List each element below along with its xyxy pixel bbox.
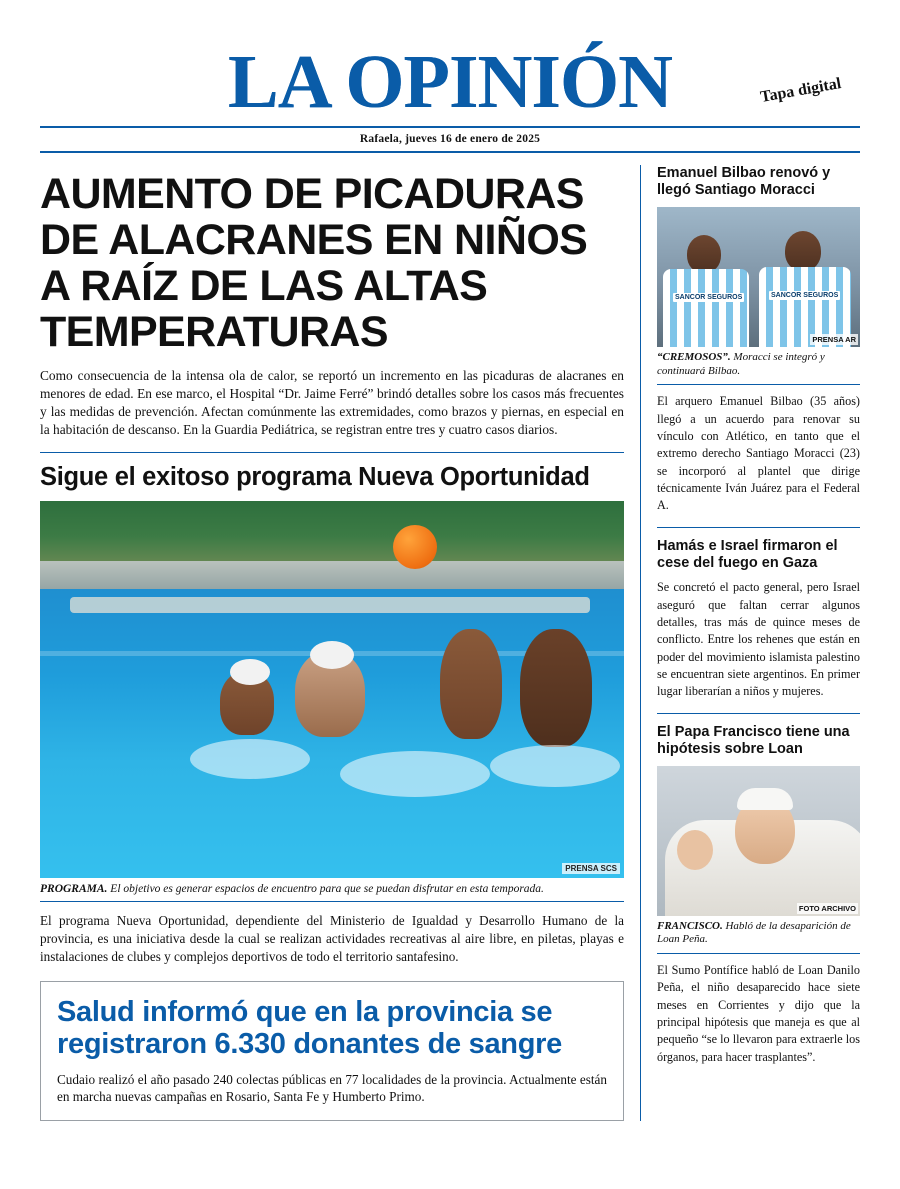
publication-date: Rafaela, jueves 16 de enero de 2025 xyxy=(359,133,541,146)
sidebar-caption-lead: “CREMOSOS”. xyxy=(657,350,731,363)
second-story-paragraph: El programa Nueva Oportunidad, dependiente del Ministerio de Igualdad y Desarrollo Humano de la provincia, es una iniciativa desde la cual se realizan actividades recreativas al aire libre, en piletas, playas e instalaciones de clubes y complejos deportivos de todo el territorio santafesino. xyxy=(40,912,624,965)
sidebar-divider xyxy=(657,713,860,714)
swim-cap-icon xyxy=(230,659,270,685)
sidebar-paragraph: El arquero Emanuel Bilbao (35 años) llegó a un acuerdo para renovar su vínculo con Atlético, en tanto que el extremo derecho Santiago Moracci (23) se incorporó al plantel que dirige técnicamente Iván Juárez para el Federal A. xyxy=(657,394,860,513)
sidebar-headline: El Papa Francisco tiene una hipótesis sobre Loan xyxy=(657,723,850,757)
player-jersey xyxy=(663,269,749,347)
digital-cover-badge: Tapa digital xyxy=(759,75,843,106)
sidebar-caption-text: Moracci se integró y continuará Bilbao. xyxy=(657,350,825,377)
swimmer-figure xyxy=(440,629,502,739)
photo-caption-text: El objetivo es generar espacios de encuentro para que se puedan disfrutar en esta temporada. xyxy=(107,882,544,895)
sidebar-item-pope xyxy=(657,724,860,1066)
sidebar-divider xyxy=(657,527,860,528)
sidebar-headline: Emanuel Bilbao renovó y llegó Santiago Moracci xyxy=(657,165,831,198)
sidebar-photo-caption xyxy=(657,916,860,955)
beach-ball-icon xyxy=(393,525,437,569)
lead-story-headline: AUMENTO DE PICADURAS DE ALACRANES EN NIÑOS A RAÍZ DE LAS ALTAS TEMPERATURAS xyxy=(40,170,588,357)
jersey-sponsor-left: SANCOR SEGUROS xyxy=(675,293,743,301)
main-column xyxy=(40,165,640,1121)
player-head xyxy=(785,231,821,271)
pool-program-photo xyxy=(40,501,624,878)
boxed-story-headline: Salud informó que en la provincia se registraron 6.330 donantes de sangre xyxy=(57,995,562,1061)
lead-story-summary: Como consecuencia de la intensa ola de calor, se reportó un incremento en las picaduras de alacranes en menores de edad. En ese marco, el Hospital “Dr. Jaime Ferré” brindó detalles sobre los casos más frecuentes y las medidas de prevención. Afectan comúnmente las extremidades, como brazos y piernas, en especial en la habitación de descanso. En la Guardia Pediátrica, se registran entre tres y cuatro casos diarios. xyxy=(40,368,624,437)
photo-credit: FOTO ARCHIVO xyxy=(798,903,856,913)
page-body xyxy=(40,165,860,1121)
sidebar-column xyxy=(640,165,860,1121)
sidebar-paragraph: El Sumo Pontífice habló de Loan Danilo Peña, el niño desaparecido hace siete meses en Corrientes y dijo que la principal hipótesis que maneja es que al pequeño “se lo llevaron para extraerle los órganos, para hacer trasplantes”. xyxy=(657,963,860,1064)
water-splash xyxy=(190,739,310,779)
sidebar-caption-text: Habló de la desaparición de Loan Peña. xyxy=(657,919,851,946)
boxed-story-summary: Cudaio realizó el año pasado 240 colectas públicas en 77 localidades de la provincia. Actualmente están en marcha nuevas campañas en Rosario, Santa Fe y Humberto Primo. xyxy=(57,1071,607,1105)
jersey-sponsor-right: SANCOR SEGUROS xyxy=(771,291,839,299)
second-story-headline: Sigue el exitoso programa Nueva Oportunidad xyxy=(40,462,590,491)
photo-pool-edge xyxy=(70,597,590,613)
pope-photo xyxy=(657,766,860,916)
masthead xyxy=(40,0,860,153)
boxed-story xyxy=(40,981,624,1122)
player-head xyxy=(687,235,721,273)
water-splash xyxy=(340,751,490,797)
sidebar-item-gaza xyxy=(657,538,860,701)
photo-caption-lead: PROGRAMA. xyxy=(40,882,108,895)
sidebar-headline: Hamás e Israel firmaron el cese del fuego en Gaza xyxy=(657,537,838,571)
football-players-photo xyxy=(657,207,860,347)
swimmer-figure xyxy=(520,629,592,747)
sidebar-caption-lead: FRANCISCO. xyxy=(657,919,723,932)
sidebar-photo-caption xyxy=(657,347,860,386)
divider-lead xyxy=(40,452,624,453)
masthead-divider-bottom xyxy=(40,151,860,153)
swim-cap-icon xyxy=(310,641,354,669)
photo-caption xyxy=(40,878,624,902)
photo-credit: PRENSA AR xyxy=(812,334,856,344)
sidebar-item-sports xyxy=(657,165,860,514)
sidebar-paragraph: Se concretó el pacto general, pero Israel aseguró que faltan cerrar algunos detalles, tras más de quince meses de conflicto. Entre los rehenes que están en poder del movimiento islamista palestino se encuentran siete argentinos. En primer lugar liberarían a niños y mujeres. xyxy=(657,580,860,699)
newspaper-title: LA OPINIÓN xyxy=(228,40,672,124)
pope-hand xyxy=(677,830,713,870)
water-splash xyxy=(490,745,620,787)
pope-zucchetto-icon xyxy=(737,788,793,810)
photo-credit: PRENSA SCS xyxy=(562,863,620,874)
